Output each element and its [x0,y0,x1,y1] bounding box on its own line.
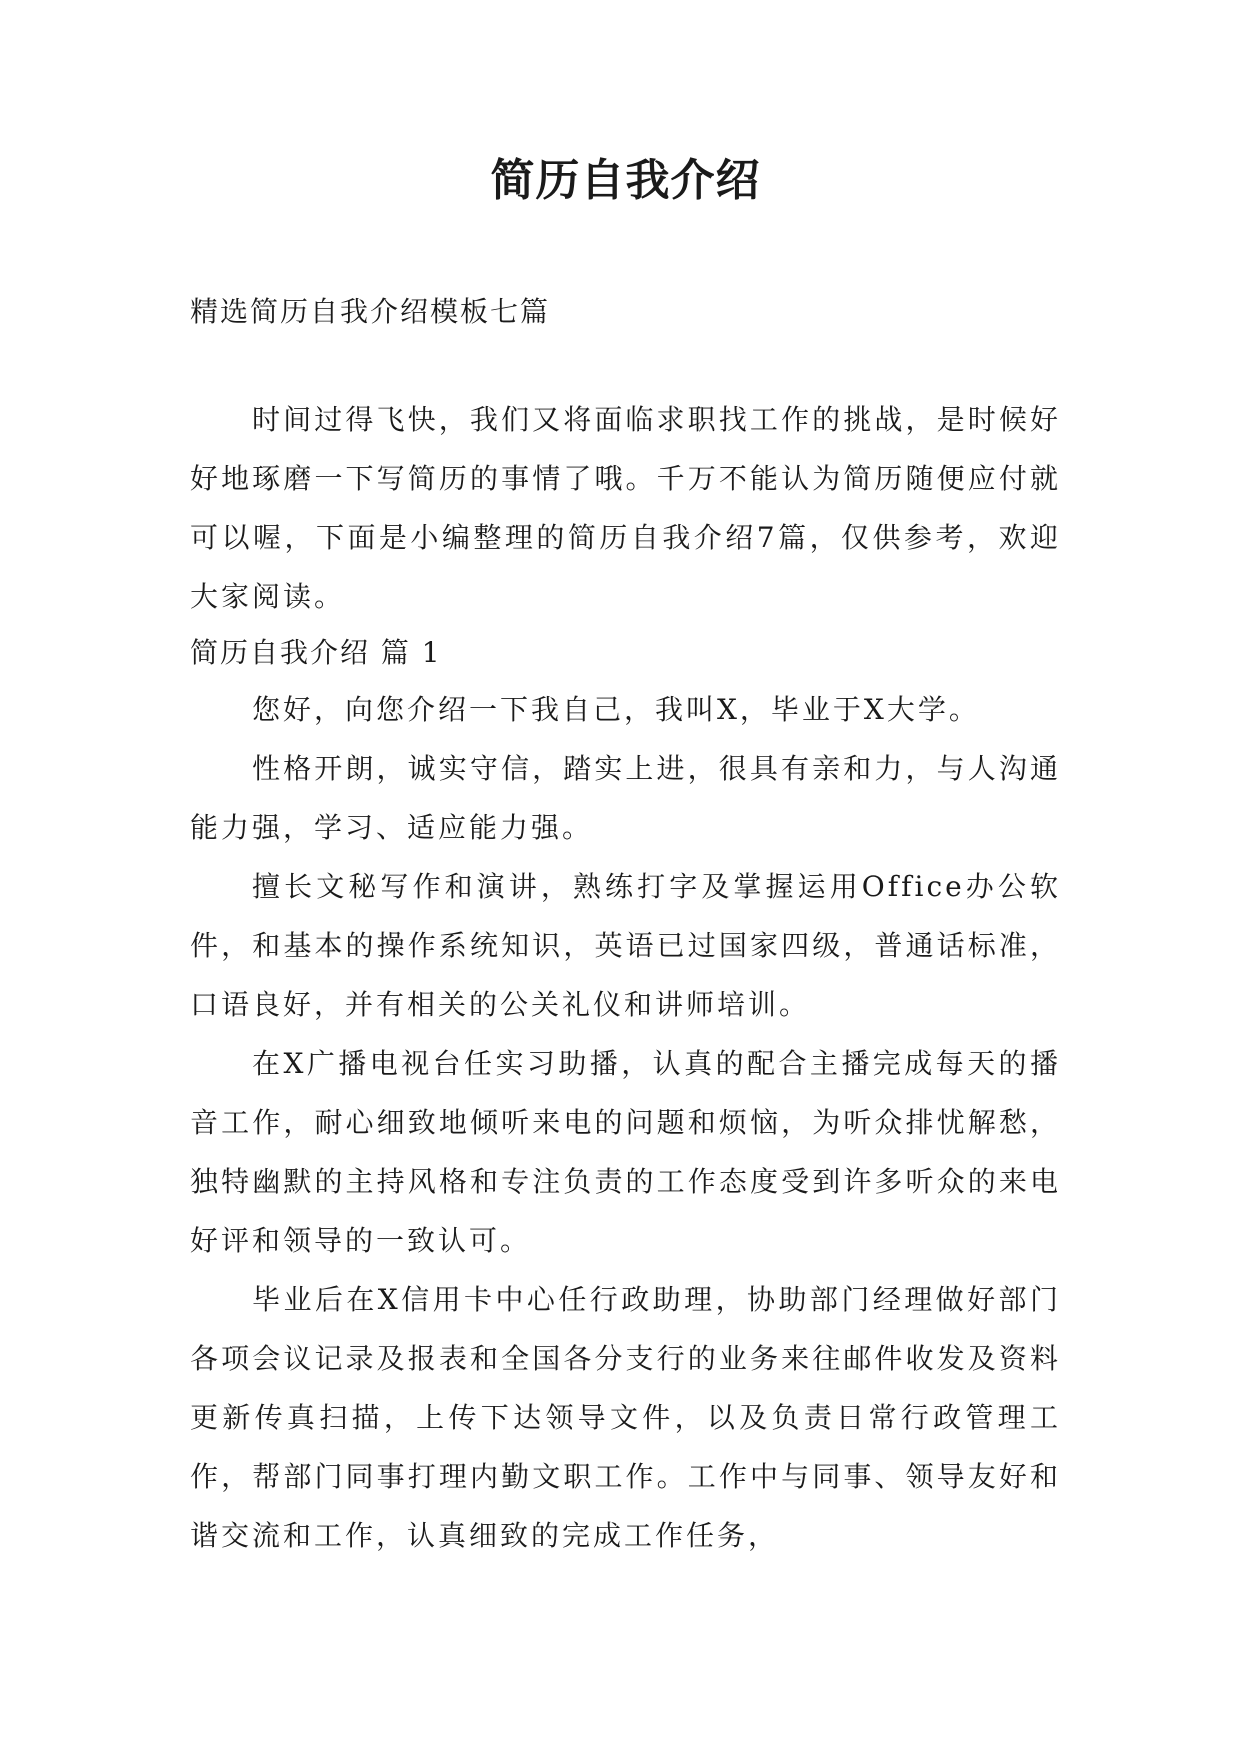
intro-paragraph: 时间过得飞快，我们又将面临求职找工作的挑战，是时候好好地琢磨一下写简历的事情了哦。千万不能认为简历随便应付就可以喔，下面是小编整理的简历自我介绍7篇，仅供参考，欢迎大家阅读。 [190,403,1061,613]
section-heading: 简历自我介绍 篇 1 [190,636,442,669]
document-body [190,390,1061,1565]
body-paragraph: 毕业后在X信用卡中心任行政助理，协助部门经理做好部门各项会议记录及报表和全国各分支行的业务来往邮件收发及资料更新传真扫描，上传下达领导文件，以及负责日常行政管理工作，帮部门同事打理内勤文职工作。工作中与同事、领导友好和谐交流和工作，认真细致的完成工作任务， [190,1283,1061,1552]
body-paragraph: 您好，向您介绍一下我自己，我叫X，毕业于X大学。 [252,693,980,726]
body-paragraph: 性格开朗，诚实守信，踏实上进，很具有亲和力，与人沟通能力强，学习、适应能力强。 [190,752,1061,844]
body-paragraph: 擅长文秘写作和演讲，熟练打字及掌握运用Office办公软件，和基本的操作系统知识，英语已过国家四级，普通话标准，口语良好，并有相关的公关礼仪和讲师培训。 [190,870,1061,1021]
document-title: 简历自我介绍 [490,155,761,206]
body-paragraph: 在X广播电视台任实习助播，认真的配合主播完成每天的播音工作，耐心细致地倾听来电的问题和烦恼，为听众排忧解愁，独特幽默的主持风格和专注负责的工作态度受到许多听众的来电好评和领导的一致认可。 [190,1047,1061,1257]
document-subtitle: 精选简历自我介绍模板七篇 [190,295,551,328]
